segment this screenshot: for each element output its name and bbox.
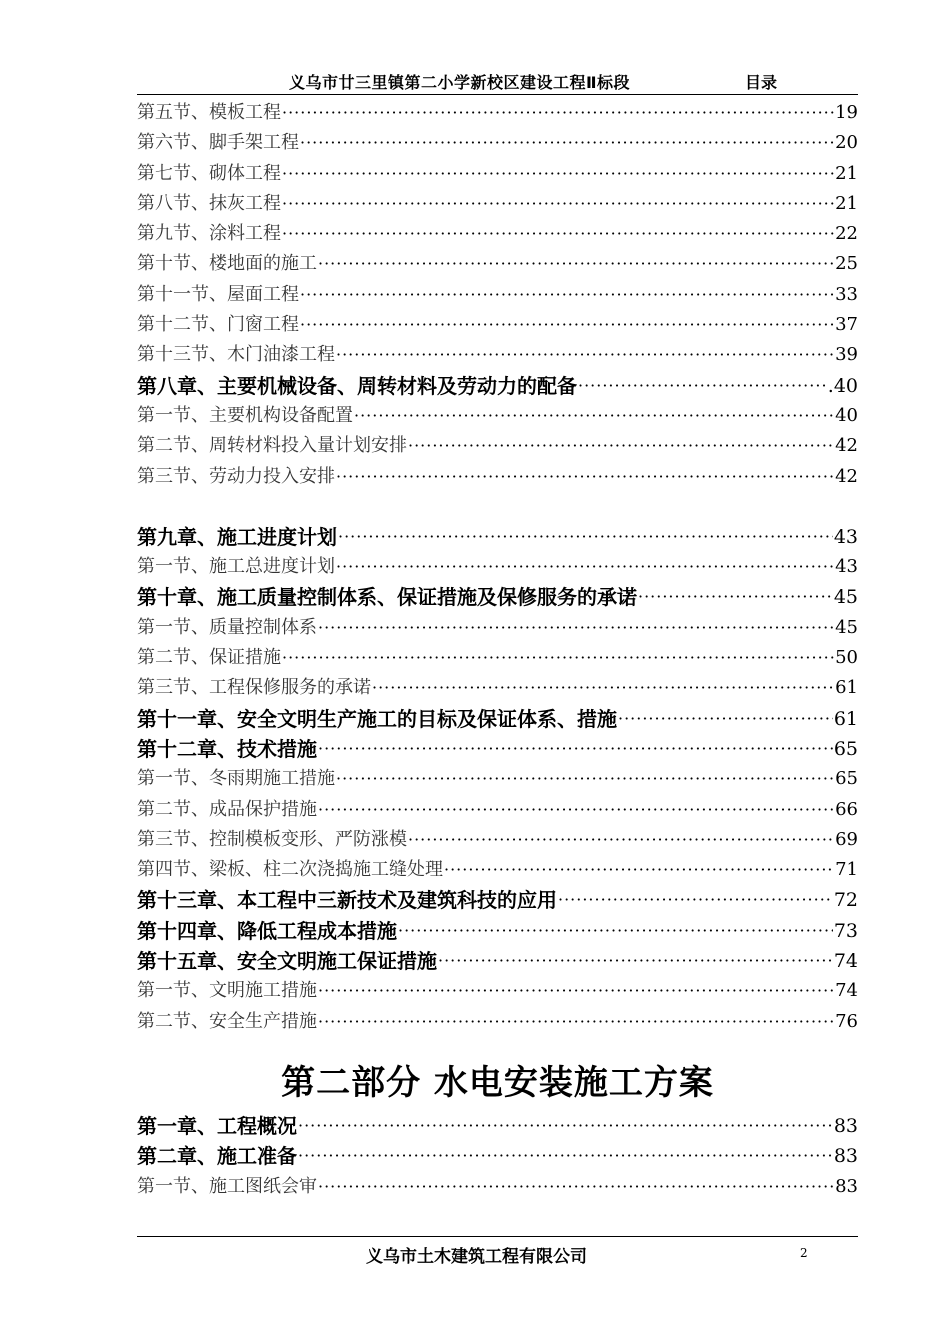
toc-leader xyxy=(318,1172,834,1202)
toc-page: 21 xyxy=(835,162,858,184)
toc-entry-chapter[interactable] xyxy=(137,916,858,946)
toc-page: 83 xyxy=(833,1145,858,1168)
toc-label: 第二章、施工准备 xyxy=(137,1144,297,1169)
toc-leader xyxy=(578,371,827,401)
toc-page: 45 xyxy=(833,586,858,609)
toc-page: 71 xyxy=(835,859,858,881)
toc-label: 第九章、施工进度计划 xyxy=(137,524,337,549)
toc-leader xyxy=(338,522,833,552)
toc-label: 第一节、冬雨期施工措施 xyxy=(137,768,335,790)
toc-leader xyxy=(318,1007,834,1037)
toc-entry-section[interactable] xyxy=(137,825,858,855)
toc-label: 第十一节、屋面工程 xyxy=(137,283,299,305)
toc-page: 74 xyxy=(835,980,858,1002)
toc-page: 69 xyxy=(835,828,858,850)
toc-page: 74 xyxy=(833,950,858,973)
toc-leader xyxy=(336,552,834,582)
toc-entry-section[interactable] xyxy=(137,764,858,794)
toc-page: 65 xyxy=(833,737,858,760)
toc-entry-chapter[interactable] xyxy=(137,1111,858,1141)
toc-page: 45 xyxy=(835,616,858,638)
toc-label: 第七节、砌体工程 xyxy=(137,162,281,184)
toc-entry-section[interactable] xyxy=(137,855,858,885)
toc-page: 20 xyxy=(835,132,858,154)
toc-page: 19 xyxy=(835,102,858,123)
toc-page: 43 xyxy=(835,556,858,578)
toc-entry-chapter[interactable] xyxy=(137,704,858,734)
toc-label: 第十节、楼地面的施工 xyxy=(137,253,317,275)
document-title: 义乌市廿三里镇第二小学新校区建设工程Ⅱ标段 xyxy=(289,73,631,92)
toc-page: 83 xyxy=(833,1114,858,1137)
toc-label: 第三节、工程保修服务的承诺 xyxy=(137,677,371,699)
toc-entry-section[interactable] xyxy=(137,310,858,340)
toc-page: 40 xyxy=(835,404,858,426)
toc-page: 50 xyxy=(835,647,858,669)
page-number: 2 xyxy=(800,1246,808,1260)
toc-label: 第三节、劳动力投入安排 xyxy=(137,465,335,487)
toc-entry-section[interactable] xyxy=(137,431,858,461)
toc-label: 第十四章、降低工程成本措施 xyxy=(137,918,397,943)
toc-entry-section[interactable] xyxy=(137,552,858,582)
toc-leader xyxy=(398,916,833,946)
toc-entry-chapter[interactable] xyxy=(137,582,858,612)
toc-leader xyxy=(336,764,834,794)
toc-label: 第一节、文明施工措施 xyxy=(137,980,317,1002)
toc-label: 第五节、模板工程 xyxy=(137,102,281,123)
toc-label: 第二节、成品保护措施 xyxy=(137,798,317,820)
footer-company: 义乌市土木建筑工程有限公司 xyxy=(366,1247,587,1267)
toc-entry-section[interactable] xyxy=(137,98,858,128)
toc-entry-section[interactable] xyxy=(137,189,858,219)
toc-page: 76 xyxy=(835,1010,858,1032)
toc-entry-section[interactable] xyxy=(137,219,858,249)
toc-page: 39 xyxy=(835,344,858,366)
toc-label: 第一节、施工图纸会审 xyxy=(137,1175,317,1197)
footer-divider xyxy=(137,1236,858,1237)
toc-label: 第一节、主要机构设备配置 xyxy=(137,404,353,426)
toc-page: 42 xyxy=(835,465,858,487)
toc-entry-section[interactable] xyxy=(137,128,858,158)
toc-leader xyxy=(282,643,834,673)
toc-page: 42 xyxy=(835,435,858,457)
toc-entry-chapter[interactable] xyxy=(137,946,858,976)
toc-leader xyxy=(318,976,834,1006)
toc-entry-section[interactable] xyxy=(137,249,858,279)
toc-page: 21 xyxy=(835,192,858,214)
toc-label: 第八节、抹灰工程 xyxy=(137,192,281,214)
toc-label: 第一章、工程概况 xyxy=(137,1113,297,1138)
toc-label: 第六节、脚手架工程 xyxy=(137,132,299,154)
toc-entry-section[interactable] xyxy=(137,1007,858,1037)
toc-entry-section[interactable] xyxy=(137,976,858,1006)
toc-leader xyxy=(336,340,834,370)
toc-leader xyxy=(408,825,834,855)
toc-entry-section[interactable] xyxy=(137,643,858,673)
blank-line xyxy=(137,492,858,522)
toc-leader xyxy=(558,885,833,915)
toc-page: 43 xyxy=(833,525,858,548)
toc-label: 第十一章、安全文明生产施工的目标及保证体系、措施 xyxy=(137,706,617,731)
toc-entry-section[interactable] xyxy=(137,401,858,431)
toc-label: 第四节、梁板、柱二次浇捣施工缝处理 xyxy=(137,859,443,881)
toc-page: 22 xyxy=(835,223,858,245)
toc-entry-section[interactable] xyxy=(137,613,858,643)
toc-leader xyxy=(444,855,834,885)
toc-entry-section[interactable] xyxy=(137,340,858,370)
toc-entry-section[interactable] xyxy=(137,795,858,825)
toc-entry-chapter[interactable] xyxy=(137,522,858,552)
toc-leader xyxy=(300,128,834,158)
toc-label: 第九节、涂料工程 xyxy=(137,223,281,245)
toc-label: 第十三章、本工程中三新技术及建筑科技的应用 xyxy=(137,888,557,913)
toc-leader xyxy=(438,946,833,976)
toc-entry-section[interactable] xyxy=(137,280,858,310)
toc-page: .40 xyxy=(827,374,858,397)
toc-leader xyxy=(372,673,834,703)
toc-leader xyxy=(282,98,834,128)
toc-leader xyxy=(638,582,833,612)
toc-page: 33 xyxy=(835,283,858,305)
toc-label: 第十三节、木门油漆工程 xyxy=(137,344,335,366)
toc-leader xyxy=(300,280,834,310)
toc-page: 66 xyxy=(835,798,858,820)
toc-leader xyxy=(282,219,834,249)
toc-label: 第三节、控制模板变形、严防涨模 xyxy=(137,828,407,850)
toc-leader xyxy=(300,310,834,340)
toc-leader xyxy=(298,1111,833,1141)
toc-label: 第八章、主要机械设备、周转材料及劳动力的配备 xyxy=(137,373,577,398)
toc-leader xyxy=(318,613,834,643)
toc-label: 第二节、安全生产措施 xyxy=(137,1010,317,1032)
toc-entry-chapter[interactable] xyxy=(137,734,858,764)
toc-page: 65 xyxy=(835,768,858,790)
toc-leader xyxy=(282,189,834,219)
toc-page: 61 xyxy=(833,707,858,730)
toc-page: 25 xyxy=(835,253,858,275)
toc-entry-section[interactable] xyxy=(137,1172,858,1202)
table-of-contents xyxy=(137,98,858,1202)
toc-entry-section[interactable] xyxy=(137,673,858,703)
section-name: 目录 xyxy=(745,73,778,92)
toc-entry-chapter[interactable] xyxy=(137,885,858,915)
toc-leader xyxy=(298,1141,833,1171)
toc-page: 37 xyxy=(835,314,858,336)
toc-label: 第十二章、技术措施 xyxy=(137,736,317,761)
toc-page: 73 xyxy=(833,919,858,942)
toc-leader xyxy=(408,431,834,461)
toc-label: 第一节、质量控制体系 xyxy=(137,616,317,638)
toc-entry-section[interactable] xyxy=(137,159,858,189)
toc-label: 第二节、周转材料投入量计划安排 xyxy=(137,435,407,457)
toc-label: 第十二节、门窗工程 xyxy=(137,314,299,336)
toc-entry-chapter[interactable] xyxy=(137,371,858,401)
toc-leader xyxy=(318,249,834,279)
toc-entry-chapter[interactable] xyxy=(137,1141,858,1171)
toc-leader xyxy=(318,795,834,825)
toc-leader xyxy=(282,159,834,189)
toc-label: 第十五章、安全文明施工保证措施 xyxy=(137,949,437,974)
toc-leader xyxy=(318,734,833,764)
page-header xyxy=(137,68,858,95)
toc-entry-section[interactable] xyxy=(137,462,858,492)
toc-page: 61 xyxy=(835,677,858,699)
toc-leader xyxy=(618,704,833,734)
toc-leader xyxy=(336,462,834,492)
toc-label: 第二节、保证措施 xyxy=(137,647,281,669)
part-title: 第二部分 水电安装施工方案 xyxy=(281,1062,714,1103)
toc-leader xyxy=(354,401,834,431)
toc-label: 第一节、施工总进度计划 xyxy=(137,556,335,578)
toc-page: 72 xyxy=(833,889,858,912)
toc-page: 83 xyxy=(835,1175,858,1197)
toc-label: 第十章、施工质量控制体系、保证措施及保修服务的承诺 xyxy=(137,585,637,610)
